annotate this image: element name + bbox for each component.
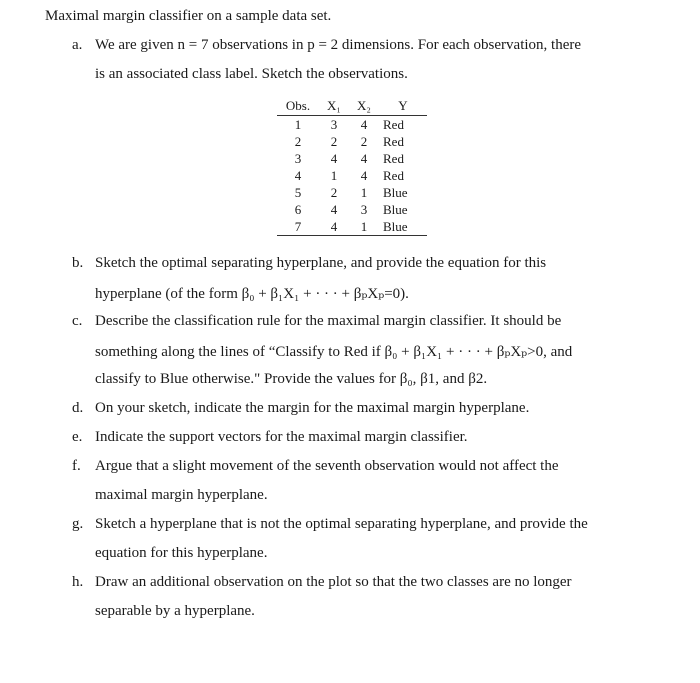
table-cell: Blue [383, 202, 408, 217]
table-cell: 4 [360, 168, 368, 183]
item-line: separable by a hyperplane. [95, 603, 255, 619]
document-title: Maximal margin classifier on a sample data set. [45, 8, 332, 24]
table-cell: Red [383, 151, 404, 166]
table-cell: 4 [294, 168, 302, 183]
table-cell: 4 [319, 218, 349, 236]
table-header-cell: Obs. [277, 97, 319, 116]
table-row [277, 167, 427, 184]
table-row [277, 184, 427, 201]
item-letter: a. [72, 37, 83, 53]
table-cell: 4 [330, 151, 338, 166]
item-line: Sketch a hyperplane that is not the optimal separating hyperplane, and provide the [95, 516, 588, 532]
item-line: classify to Blue otherwise." Provide the values for β₀, β1, and β2. [95, 371, 488, 387]
item-letter: h. [72, 574, 84, 590]
item-letter: c. [72, 313, 83, 329]
table-cell: 4 [360, 117, 368, 132]
table-row [277, 201, 427, 218]
table-cell: Red [383, 168, 404, 183]
table-cell: 3 [294, 151, 302, 166]
item-line: is an associated class label. Sketch the observations. [95, 66, 408, 82]
item-letter: e. [72, 429, 83, 445]
table-cell: 2 [360, 134, 368, 149]
table-cell: Blue [383, 185, 408, 200]
table-row [277, 116, 427, 134]
observations-table [277, 97, 427, 236]
item-letter: b. [72, 255, 84, 271]
table-header-cell: X₂ [349, 97, 379, 116]
table-header-cell: X₁ [319, 97, 349, 116]
table-cell: 2 [294, 134, 302, 149]
table-cell: 3 [360, 202, 368, 217]
item-line: We are given n = 7 observations in p = 2 dimensions. For each observation, there [95, 37, 582, 53]
table-row [277, 150, 427, 167]
table-cell: Red [383, 134, 404, 149]
table-cell: 5 [294, 185, 302, 200]
item-letter: d. [72, 400, 84, 416]
table-cell: Blue [379, 218, 427, 236]
item-line: On your sketch, indicate the margin for the maximal margin hyperplane. [95, 400, 530, 416]
table-cell: 2 [330, 185, 338, 200]
item-line: something along the lines of “Classify to Red if β₀ + β₁X₁ + · · · + βₚXₚ>0, and [95, 344, 573, 360]
item-letter: f. [72, 458, 81, 474]
table-cell: 1 [349, 218, 379, 236]
table-cell: 1 [330, 168, 338, 183]
table-cell: 2 [330, 134, 338, 149]
table-cell: Red [383, 117, 404, 132]
item-line: maximal margin hyperplane. [95, 487, 268, 503]
table-cell: 1 [294, 117, 302, 132]
item-line: Describe the classification rule for the maximal margin classifier. It should be [95, 313, 562, 329]
item-line: Indicate the support vectors for the maximal margin classifier. [95, 429, 468, 445]
table-header-cell: Y [379, 97, 427, 116]
item-letter: g. [72, 516, 84, 532]
table-row [277, 133, 427, 150]
table-cell: 4 [360, 151, 368, 166]
item-line: Argue that a slight movement of the seventh observation would not affect the [95, 458, 559, 474]
table-cell: 6 [294, 202, 302, 217]
table-cell: 4 [330, 202, 338, 217]
item-line: Draw an additional observation on the plot so that the two classes are no longer [95, 574, 572, 590]
table-cell: 1 [360, 185, 368, 200]
table-cell: 7 [277, 218, 319, 236]
item-line: hyperplane (of the form β₀ + β₁X₁ + · · · + βₚXₚ=0). [95, 286, 409, 302]
item-line: Sketch the optimal separating hyperplane, and provide the equation for this [95, 255, 547, 271]
item-line: equation for this hyperplane. [95, 545, 268, 561]
table-header-row [277, 97, 427, 116]
table-cell: 3 [330, 117, 338, 132]
table-row [277, 218, 427, 236]
